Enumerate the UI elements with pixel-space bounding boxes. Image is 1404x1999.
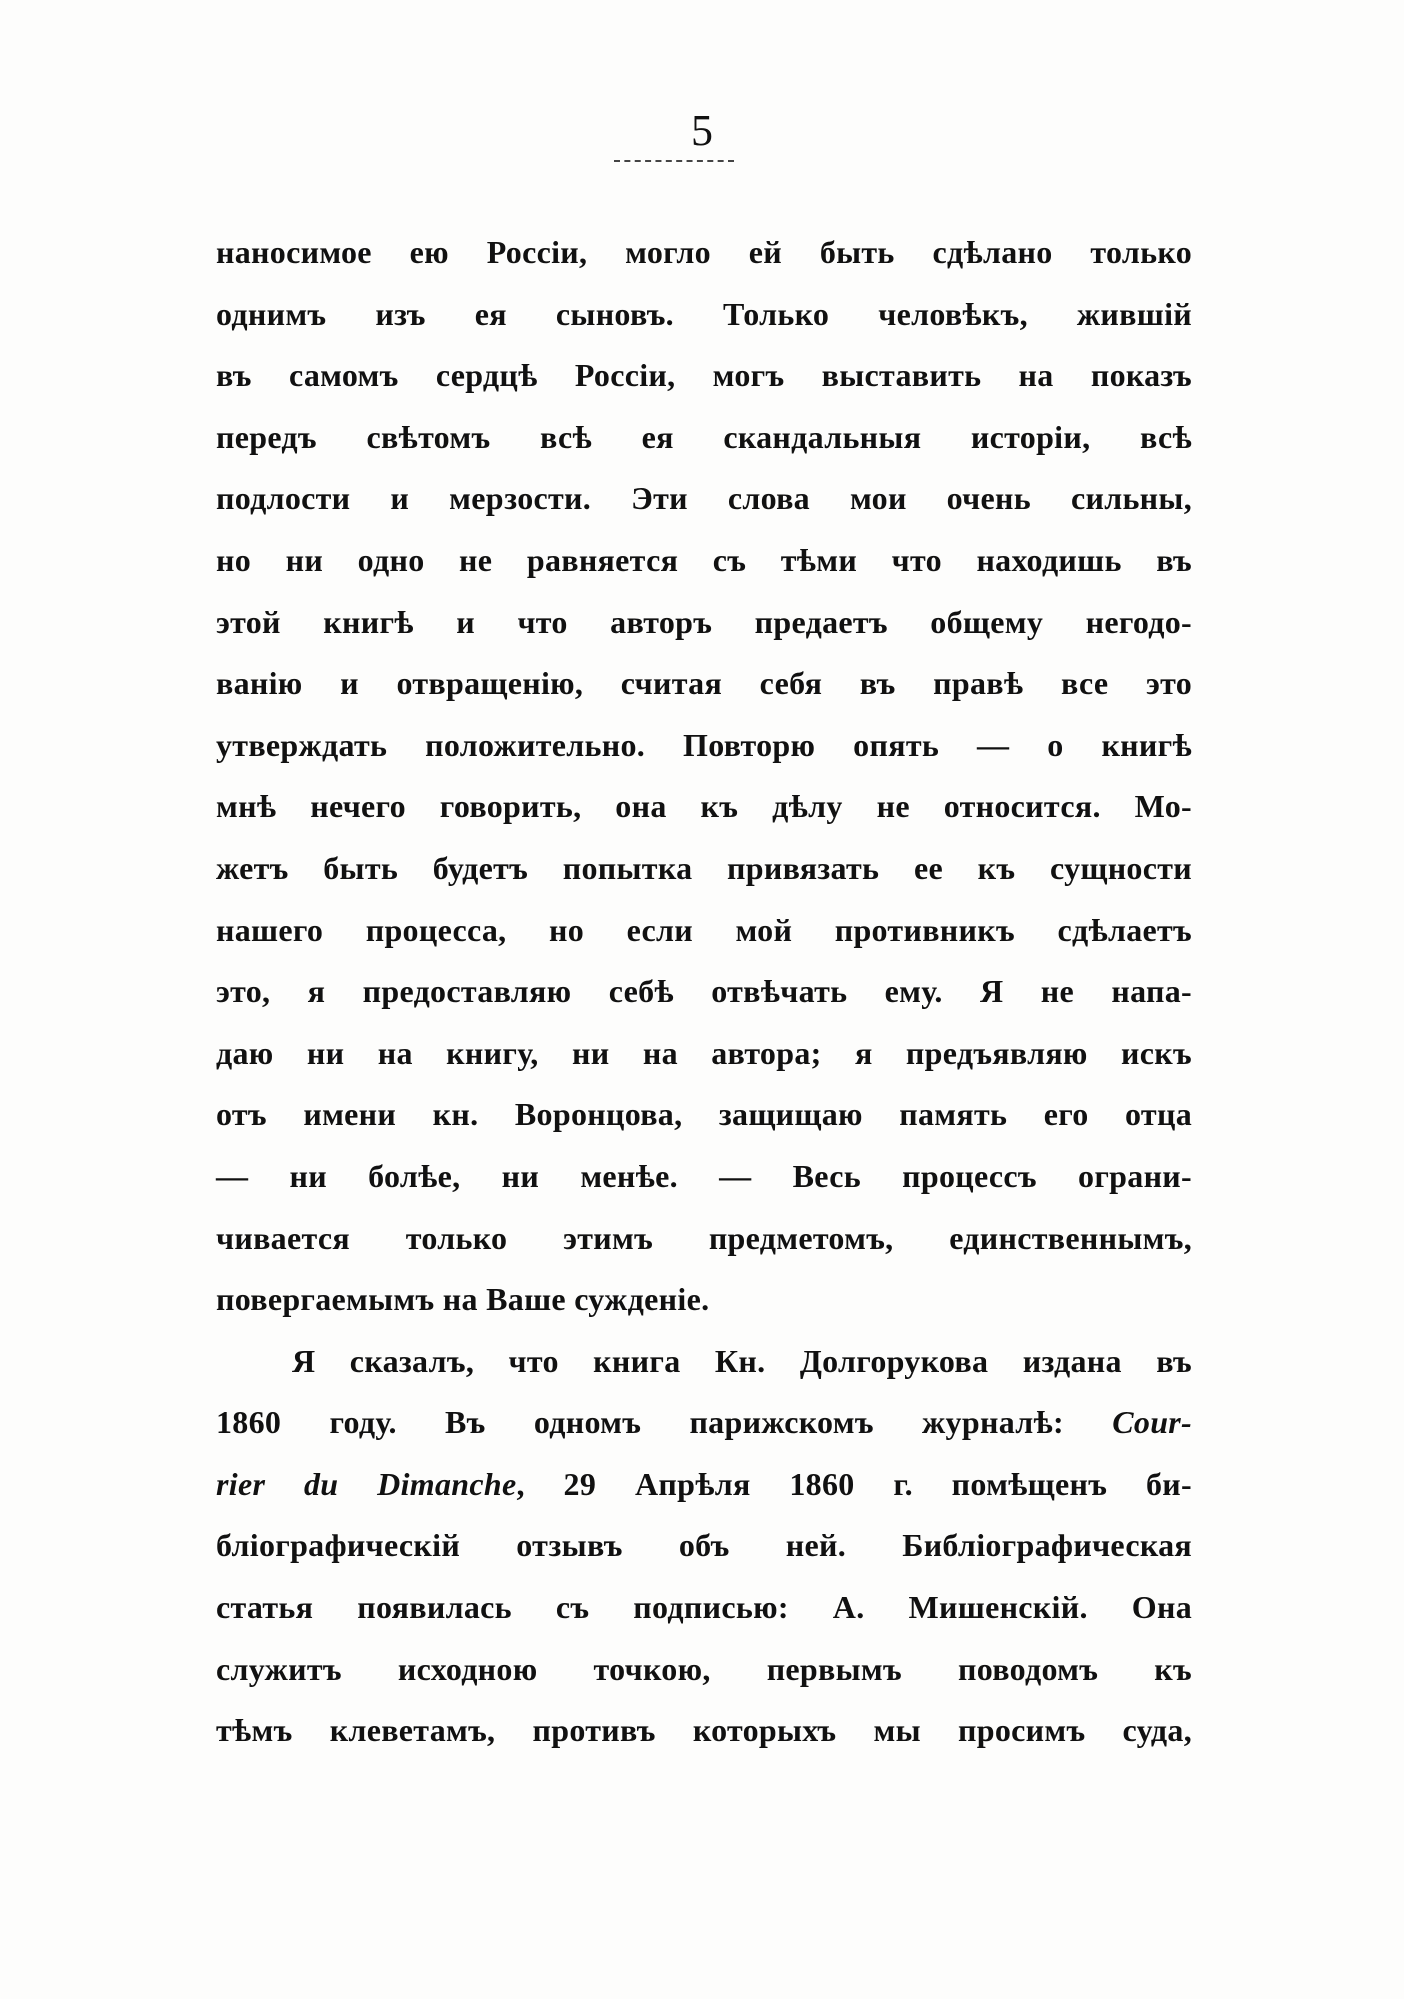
text-line: служитъ исходною точкою, первымъ поводомъ къ [216, 1650, 1192, 1687]
text-line: бліографическій отзывъ объ ней. Библіографическая [216, 1527, 1192, 1564]
text-line [216, 1454, 1192, 1516]
text-line: передъ свѣтомъ всѣ ея скандальныя исторіи, всѣ [216, 418, 1192, 455]
text-segment: 1860 году. Въ одномъ парижскомъ журналѣ: [216, 1404, 1113, 1441]
text-line: наносимое ею Россіи, могло ей быть сдѣлано только [216, 234, 1192, 270]
italic-title: rier du Dimanche [216, 1465, 517, 1502]
text-line: повергаемымъ на Ваше сужденіе. [216, 1281, 710, 1318]
text-line: но ни одно не равняется съ тѣми что находишь въ [216, 541, 1192, 578]
text-line: въ самомъ сердцѣ Россіи, могъ выставить на показъ [216, 357, 1192, 394]
text-line: чивается только этимъ предметомъ, единственнымъ, [216, 1219, 1192, 1256]
text-line: даю ни на книгу, ни на автора; я предъявляю искъ [216, 1034, 1192, 1071]
text-line: однимъ изъ ея сыновъ. Только человѣкъ, жившій [216, 295, 1192, 332]
text-line: это, я предоставляю себѣ отвѣчать ему. Я не напа- [216, 973, 1192, 1010]
text-line: мнѣ нечего говорить, она къ дѣлу не относится. Мо- [216, 788, 1192, 825]
text-line: статья появилась съ подписью: А. Мишенскій. Она [216, 1589, 1192, 1626]
text-line: нашего процесса, но если мой противникъ сдѣлаетъ [216, 911, 1192, 948]
text-line: жетъ быть будетъ попытка привязать ее къ сущности [216, 849, 1192, 886]
text-line: подлости и мерзости. Эти слова мои очень сильны, [216, 480, 1192, 517]
text-segment: , 29 Апрѣля 1860 г. помѣщенъ би- [516, 1465, 1192, 1502]
header-rule [614, 160, 734, 162]
text-line: этой книгѣ и что авторъ предаетъ общему негодо- [216, 603, 1192, 640]
text-line [216, 1392, 1192, 1454]
page-number: 5 [691, 106, 713, 155]
text-line-indented: Я сказалъ, что книга Кн. Долгорукова издана въ [292, 1342, 1192, 1379]
italic-title: Cour- [1112, 1404, 1192, 1441]
text-line: ванію и отвращенію, считая себя въ правѣ все это [216, 665, 1192, 702]
text-line: — ни болѣе, ни менѣе. — Весь процессъ ограни- [216, 1157, 1192, 1194]
page-header [0, 104, 1404, 158]
body-text [216, 222, 1192, 1762]
text-line: отъ имени кн. Воронцова, защищаю память его отца [216, 1096, 1192, 1133]
text-line: тѣмъ клеветамъ, противъ которыхъ мы просимъ суда, [216, 1712, 1192, 1749]
text-line: утверждать положительно. Повторю опять — о книгѣ [216, 726, 1192, 763]
